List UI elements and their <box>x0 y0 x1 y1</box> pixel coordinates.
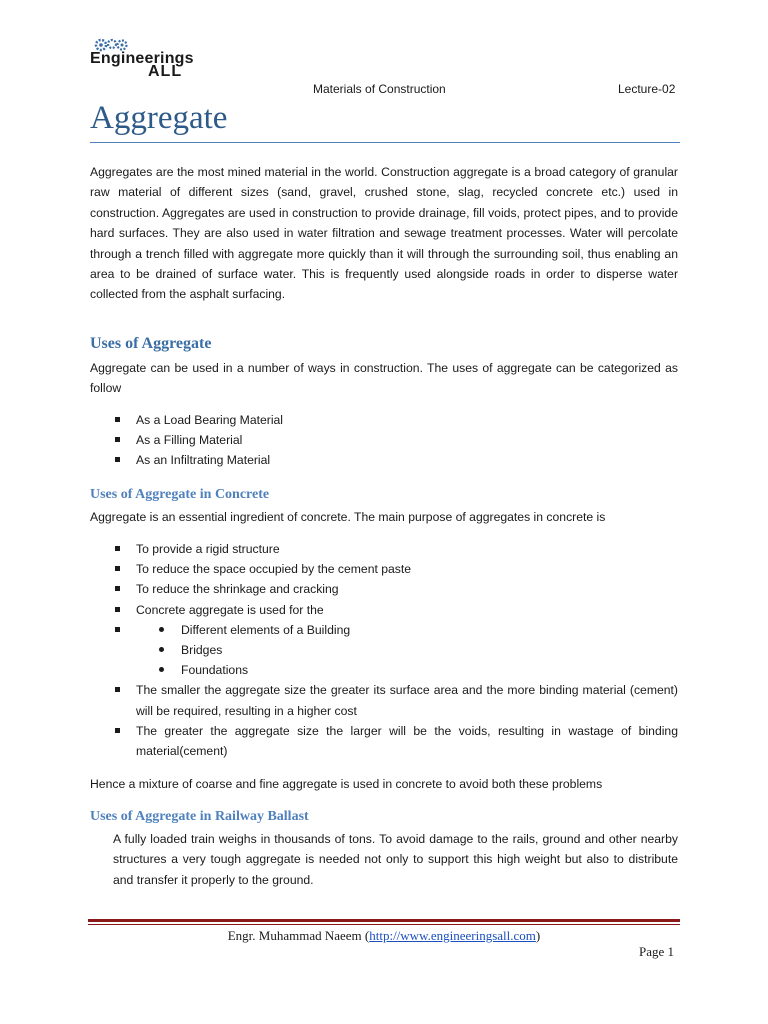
concrete-sub-list <box>0 620 768 681</box>
list-item: Concrete aggregate is used for the <box>0 600 768 620</box>
sub-list-container <box>0 620 768 681</box>
list-item: As a Filling Material <box>0 430 768 450</box>
page-number: Page 1 <box>639 944 675 959</box>
website-link[interactable]: http://www.engineeringsall.com <box>369 928 536 943</box>
sub-list-item: Bridges <box>0 640 768 660</box>
concrete-paragraph: Aggregate is an essential ingredient of concrete. The main purpose of aggregates in concrete is <box>90 510 606 524</box>
sub-list-item: Foundations <box>0 660 768 680</box>
list-item: To reduce the space occupied by the cement paste <box>0 559 768 579</box>
railway-heading: Uses of Aggregate in Railway Ballast <box>90 809 309 824</box>
railway-paragraph: A fully loaded train weighs in thousands of tons. To avoid damage to the rails, ground and other nearby structures a very tough aggregate is needed not only to support this high weight but also to distribute and transfer it properly to the ground. <box>113 832 678 887</box>
uses-paragraph: Aggregate can be used in a number of ways in construction. The uses of aggregate can be categorized as follow <box>90 361 678 396</box>
list-item: The greater the aggregate size the larger will be the voids, resulting in wastage of binding material(cement) <box>0 721 768 761</box>
title-divider <box>90 142 680 143</box>
footer-divider <box>88 919 680 922</box>
uses-heading: Uses of Aggregate <box>90 335 212 352</box>
list-item: To reduce the shrinkage and cracking <box>0 579 768 599</box>
list-item: As an Infiltrating Material <box>0 450 768 470</box>
concrete-list <box>0 539 768 761</box>
sub-list-item: Different elements of a Building <box>0 620 768 640</box>
concrete-conclusion: Hence a mixture of coarse and fine aggregate is used in concrete to avoid both these problems <box>90 777 603 791</box>
logo-text-engineerings: Engineerings <box>90 50 194 67</box>
header-subject: Materials of Construction <box>313 82 446 96</box>
header-lecture: Lecture-02 <box>618 82 676 96</box>
engineeringsall-logo <box>90 38 220 82</box>
concrete-heading: Uses of Aggregate in Concrete <box>90 487 270 502</box>
list-item: To provide a rigid structure <box>0 539 768 559</box>
page-title: Aggregate <box>90 100 228 136</box>
footer-divider-thin <box>88 924 680 925</box>
uses-list <box>0 410 768 471</box>
list-item: As a Load Bearing Material <box>0 410 768 430</box>
footer-author-close: ) <box>535 928 541 943</box>
footer-author <box>0 928 768 944</box>
list-item: The smaller the aggregate size the greater its surface area and the more binding material (cement) will be required, resulting in a higher cost <box>0 680 768 720</box>
intro-paragraph: Aggregates are the most mined material in the world. Construction aggregate is a broad category of granular raw material of different sizes (sand, gravel, crushed stone, slag, recycled concrete etc.) used in construction. Aggregates are used in construction to provide drainage, fill voids, protect pipes, and to provide hard surfaces. They are also used in water filtration and sewage treatment processes. Water will percolate through a trench filled with aggregate more quickly than it will through the surrounding soil, thus enabling an area to be drained of surface water. This is frequently used alongside roads in order to disperse water collected from the asphalt surfacing. <box>90 165 678 302</box>
logo-text-all: ALL <box>148 63 183 80</box>
footer-author-name: Engr. Muhammad Naeem ( <box>227 928 370 943</box>
